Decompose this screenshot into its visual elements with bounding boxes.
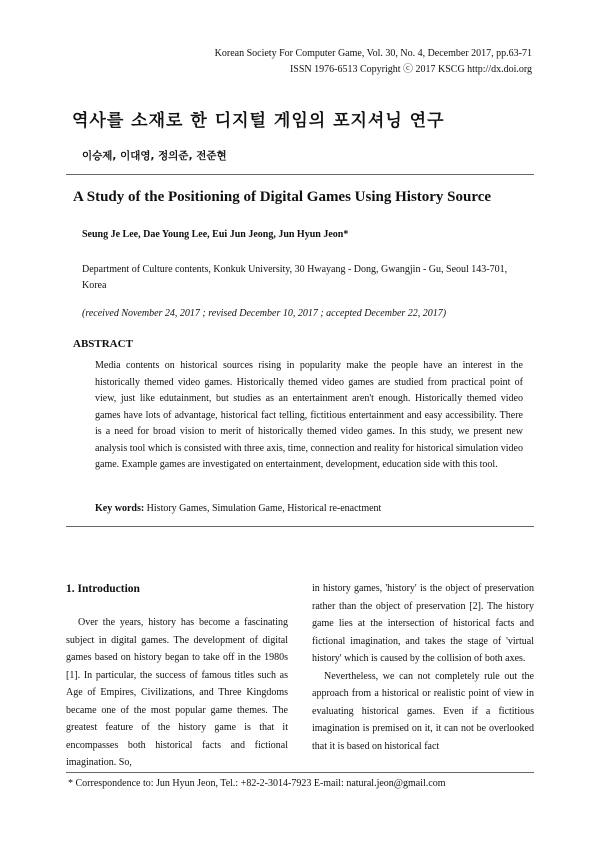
section-heading: 1. Introduction xyxy=(66,583,140,595)
intro-paragraph-3: Nevertheless, we can not completely rule out the approach from a historical or realistic point of view in evaluating historical games. Even if a fictitious imagination is premised on it, it can not be overlooked that it is based on historical fact xyxy=(312,670,534,752)
keywords xyxy=(95,503,381,514)
title-divider xyxy=(66,174,534,175)
affiliation: Department of Culture contents, Konkuk University, 30 Hwayang - Dong, Gwangjin - Gu, Seoul 143-701, Korea xyxy=(82,264,508,291)
issn-copyright: ISSN 1976-6513 Copyright ⓒ 2017 KSCG http://dx.doi.org xyxy=(289,64,532,75)
keywords-list: History Games, Simulation Game, Historical re-enactment xyxy=(146,503,382,514)
abstract-heading: ABSTRACT xyxy=(73,338,133,350)
intro-paragraph-2: in history games, 'history' is the object of preservation rather than the object of preservation [2]. The history game lies at the intersection of historical facts and fictional imagination, and takes the stage of 'virtual history' which is caused by the collision of both axes. xyxy=(312,583,534,664)
keywords-label: Key words: xyxy=(95,503,145,514)
english-title: A Study of the Positioning of Digital Games Using History Source xyxy=(73,189,492,205)
abstract-divider xyxy=(66,526,534,527)
abstract-body: Media contents on historical sources rising in popularity make the people have an interest in the historically themed video games. Historically themed video games are studied from practical point of view, just like edutainment, but studies as an entertainment aren't enough. Historically themed video games have lots of advantage, historical fact telling, fictitious entertainment and easy accessibility. There is a need for broad vision to merit of historically themed video games. In this study, we present new analysis tool which is consisted with three axis, time, connection and reality for historical simulation video game. Example games are investigated on entertainment, development, education side with this tool. xyxy=(95,360,523,470)
correspondence-footnote: * Correspondence to: Jun Hyun Jeon, Tel.: +82-2-3014-7923 E-mail: natural.jeon@gmail.com xyxy=(68,778,446,789)
right-column xyxy=(312,580,534,755)
received-dates: (received November 24, 2017 ; revised December 10, 2017 ; accepted December 22, 2017) xyxy=(82,308,447,319)
intro-paragraph-1: Over the years, history has become a fascinating subject in digital games. The development of digital games based on history began to take off in the 1980s [1]. In particular, the success of famous titles such as Age of Empires, Civilizations, and Three Kingdoms became one of the most popular game themes. The greatest feature of the history game is that it encompasses both historical facts and fictional imagination. So, xyxy=(66,617,288,768)
english-authors: Seung Je Lee, Dae Young Lee, Eui Jun Jeong, Jun Hyun Jeon* xyxy=(82,229,349,240)
korean-authors: 이승제, 이대영, 정의준, 전준현 xyxy=(82,150,227,162)
footnote-divider xyxy=(66,772,534,773)
journal-citation: Korean Society For Computer Game, Vol. 30, No. 4, December 2017, pp.63-71 xyxy=(214,48,532,59)
left-column xyxy=(66,614,288,772)
korean-title: 역사를 소재로 한 디지털 게임의 포지셔닝 연구 xyxy=(72,111,445,131)
